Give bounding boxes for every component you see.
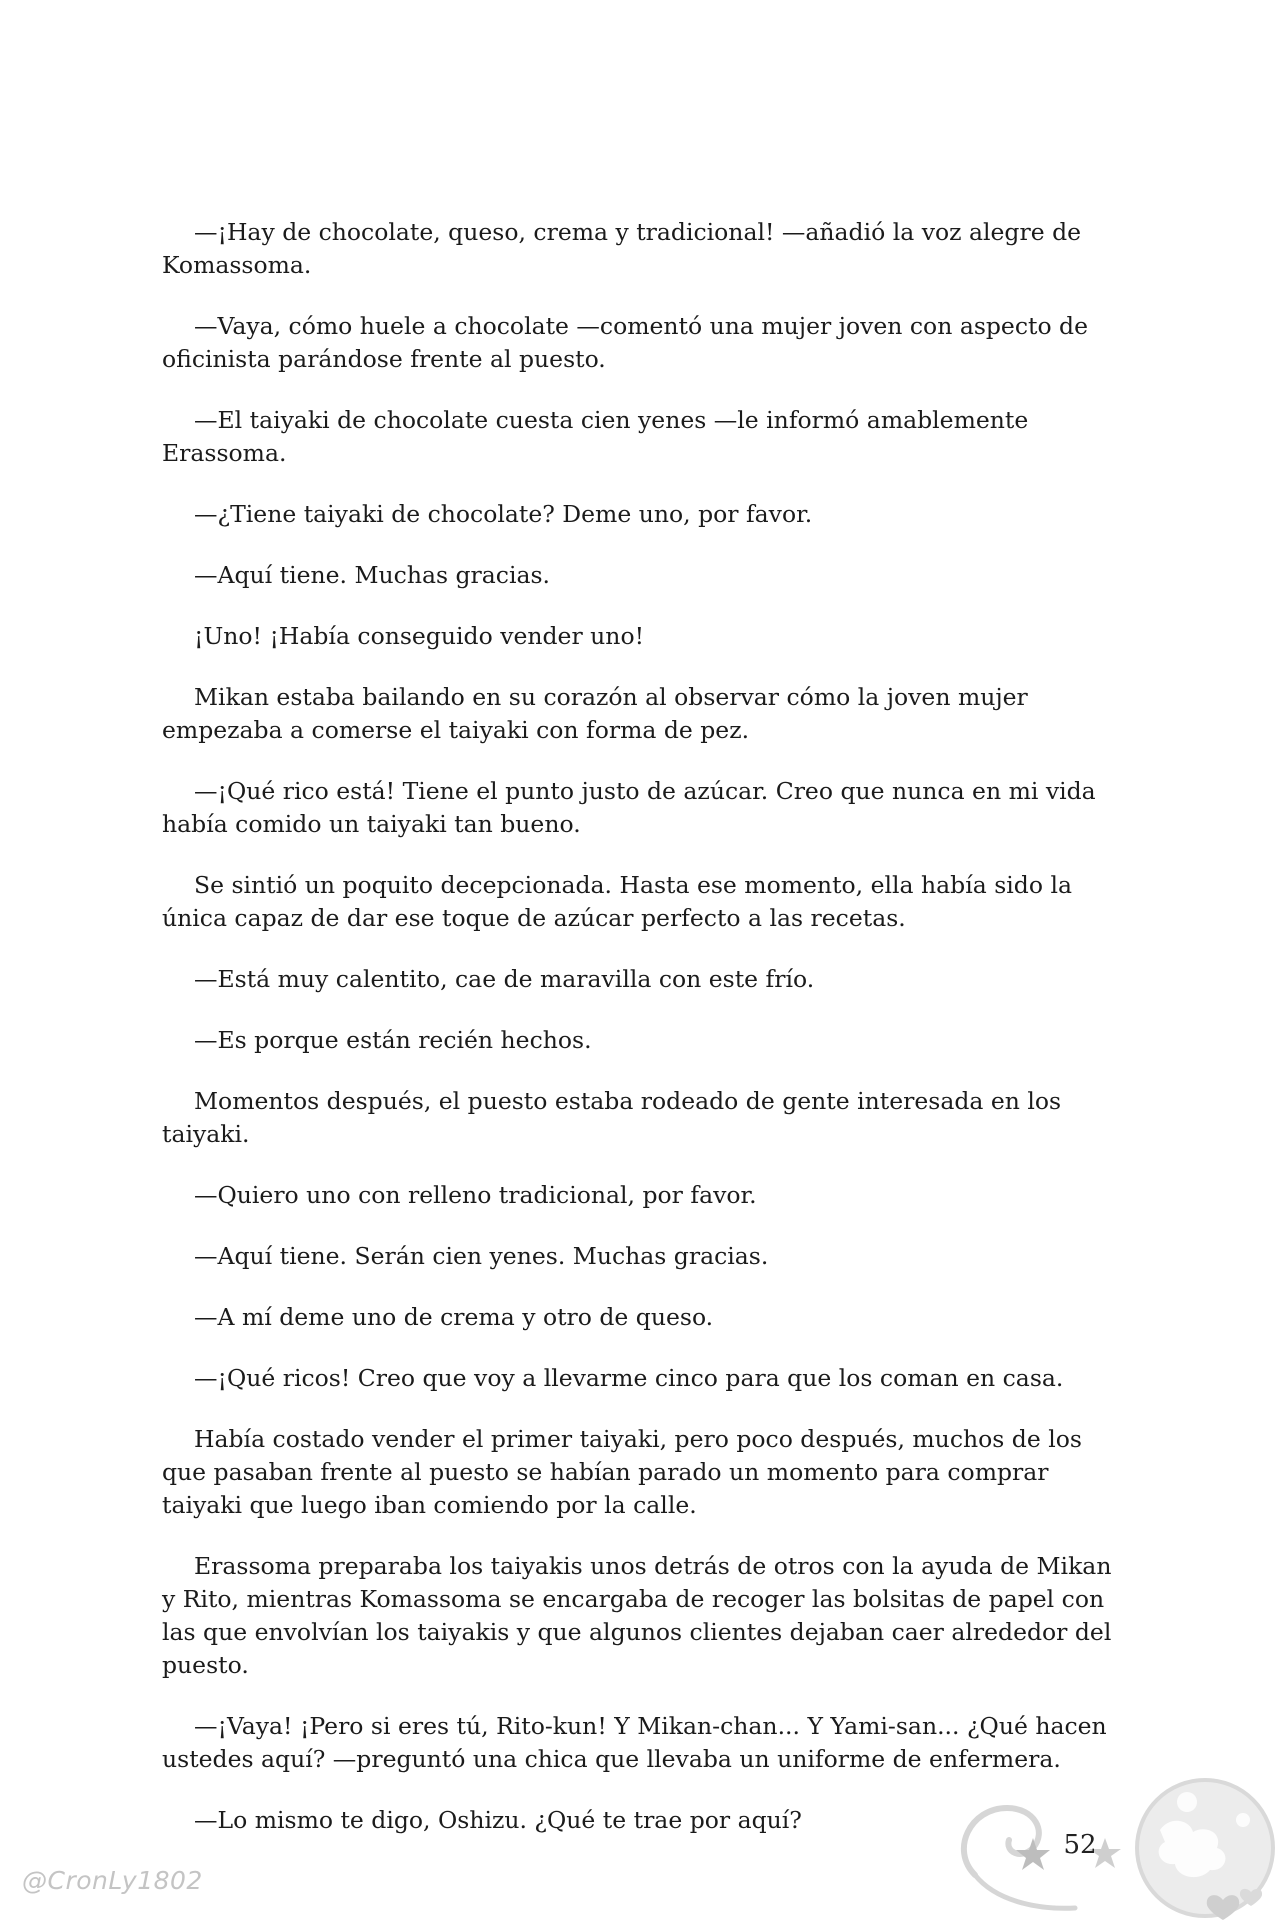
paragraph: —Lo mismo te digo, Oshizu. ¿Qué te trae por aquí? bbox=[194, 1806, 802, 1834]
paragraph: —Está muy calentito, cae de maravilla con este frío. bbox=[194, 965, 815, 993]
bubble-icon bbox=[1177, 1792, 1197, 1812]
paragraph: Erassoma preparaba los taiyakis unos detrás de otros con la ayuda de Mikan y Rito, mientras Komassoma se encargaba de recoger las bolsitas de papel con las que envolvían los taiyakis y que algunos clientes dejaban caer alrededor del puesto. bbox=[162, 1552, 1112, 1679]
paragraph: Se sintió un poquito decepcionada. Hasta ese momento, ella había sido la única capaz de dar ese toque de azúcar perfecto a las recetas. bbox=[162, 871, 1072, 932]
watermark: @CronLy1802 bbox=[22, 1866, 203, 1895]
paragraph: —¿Tiene taiyaki de chocolate? Deme uno, por favor. bbox=[194, 500, 813, 528]
paragraph: Había costado vender el primer taiyaki, pero poco después, muchos de los que pasaban frente al puesto se habían parado un momento para comprar taiyaki que luego iban comiendo por la calle. bbox=[162, 1425, 1082, 1519]
paragraph: Momentos después, el puesto estaba rodeado de gente interesada en los taiyaki. bbox=[162, 1087, 1062, 1148]
body-text bbox=[162, 216, 1112, 1865]
paragraph: —¡Hay de chocolate, queso, crema y tradicional! —añadió la voz alegre de Komassoma. bbox=[162, 218, 1082, 279]
paragraph: —A mí deme uno de crema y otro de queso. bbox=[194, 1303, 714, 1331]
paragraph: —¡Vaya! ¡Pero si eres tú, Rito-kun! Y Mikan-chan... Y Yami-san... ¿Qué hacen ustedes aquí? —preguntó una chica que llevaba un uniforme de enfermera. bbox=[162, 1712, 1107, 1773]
swirl-tail-ornament bbox=[975, 1875, 1075, 1908]
paragraph: —Es porque están recién hechos. bbox=[194, 1026, 592, 1054]
paragraph: —Quiero uno con relleno tradicional, por favor. bbox=[194, 1181, 757, 1209]
paragraph: Mikan estaba bailando en su corazón al observar cómo la joven mujer empezaba a comerse el taiyaki con forma de pez. bbox=[162, 683, 1028, 744]
paragraph: —Vaya, cómo huele a chocolate —comentó una mujer joven con aspecto de oficinista parándose frente al puesto. bbox=[162, 312, 1089, 373]
paragraph: —¡Qué ricos! Creo que voy a llevarme cinco para que los coman en casa. bbox=[194, 1364, 1064, 1392]
paragraph: —¡Qué rico está! Tiene el punto justo de azúcar. Creo que nunca en mi vida había comido un taiyaki tan bueno. bbox=[162, 777, 1096, 838]
paragraph: ¡Uno! ¡Había conseguido vender uno! bbox=[194, 622, 645, 650]
bubble-icon bbox=[1236, 1813, 1250, 1827]
paragraph: —El taiyaki de chocolate cuesta cien yenes —le informó amablemente Erassoma. bbox=[162, 406, 1029, 467]
paragraph: —Aquí tiene. Muchas gracias. bbox=[194, 561, 551, 589]
paragraph: —Aquí tiene. Serán cien yenes. Muchas gracias. bbox=[194, 1242, 769, 1270]
page-number: 52 bbox=[1063, 1830, 1097, 1860]
